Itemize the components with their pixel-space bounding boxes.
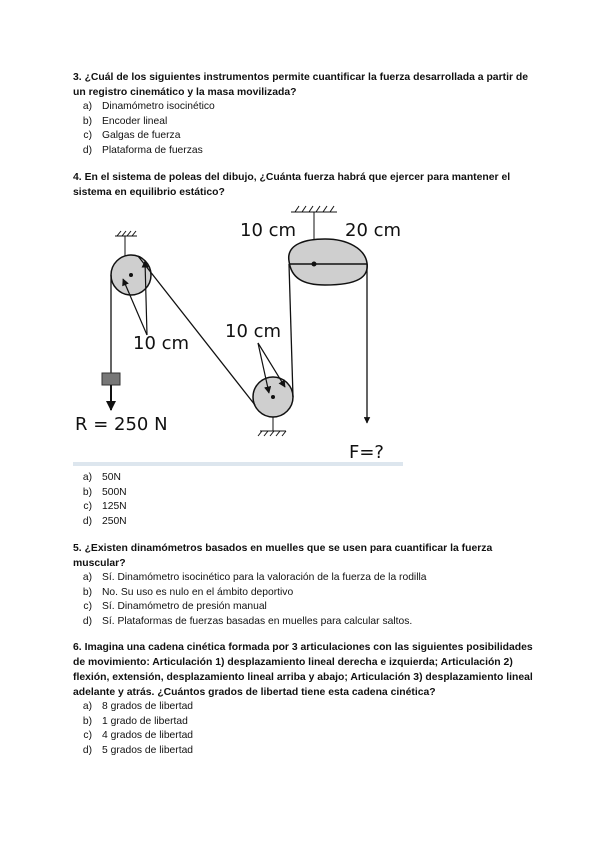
label-resistance: R = 250 N (75, 414, 168, 435)
option-b[interactable]: b) Encoder lineal (82, 115, 168, 127)
option-c[interactable]: c) Galgas de fuerza (83, 130, 181, 142)
label-mid: 10 cm (225, 321, 282, 342)
question-3 (73, 70, 533, 158)
option-c[interactable]: c) Sí. Dinamómetro de presión manual (83, 601, 267, 613)
question-number: 3. (73, 72, 82, 83)
question-5 (73, 541, 533, 629)
question-number: 6. (73, 642, 82, 653)
option-a[interactable]: a) 50N (82, 472, 121, 483)
question-3-stem (73, 70, 533, 100)
options-list (73, 100, 533, 158)
question-text: En el sistema de poleas del dibujo, ¿Cuánta fuerza habrá que ejercer para mantener el sistema en equilibrio estático? (73, 172, 511, 198)
pulley-diagram-svg (73, 203, 403, 466)
options-list (73, 700, 533, 758)
left-pulley-axle (129, 273, 133, 277)
option-d[interactable]: d) 250N (82, 515, 127, 527)
option-b[interactable]: b) 1 grado de libertad (82, 715, 188, 727)
question-text: Imagina una cadena cinética formada por 3 articulaciones con las siguientes posibilidades de movimiento: Articulación 1) desplazamiento lineal derecha e izquierda; Articulación 2) flexión, extensión, desplazamiento lineal arriba y abajo; Articulación 3) desplazamiento lineal adelante y atrás. ¿Cuántos grados de libertad tiene esta cadena cinética? (73, 642, 533, 698)
question-4-options (73, 471, 533, 529)
options-list (73, 571, 533, 629)
question-4 (73, 170, 533, 200)
question-text: ¿Cuál de los siguientes instrumentos permite cuantificar la fuerza desarrollada a partir de un registro cinemático y la masa movilizada? (73, 72, 529, 98)
label-top-right: 20 cm (345, 220, 402, 241)
weight-block (102, 373, 120, 385)
option-d[interactable]: d) Plataforma de fuerzas (82, 144, 203, 156)
options-list (73, 471, 533, 529)
option-d[interactable]: d) Sí. Plataformas de fuerzas basadas en muelles para calcular saltos. (82, 615, 413, 627)
option-c[interactable]: c) 4 grados de libertad (83, 730, 194, 742)
label-top-left: 10 cm (240, 220, 297, 241)
pulley-diagram (73, 203, 403, 466)
label-force: F=? (349, 442, 384, 463)
option-a[interactable]: a) Sí. Dinamómetro isocinético para la valoración de la fuerza de la rodilla (82, 572, 427, 583)
option-b[interactable]: b) No. Su uso es nulo en el ámbito deportivo (82, 586, 294, 598)
question-6-stem (73, 640, 533, 700)
question-5-stem (73, 541, 533, 571)
option-b[interactable]: b) 500N (82, 486, 127, 498)
question-number: 5. (73, 543, 82, 554)
question-text: ¿Existen dinamómetros basados en muelles que se usen para cuantificar la fuerza muscular? (73, 543, 493, 569)
option-a[interactable]: a) 8 grados de libertad (82, 701, 194, 712)
bottom-pulley-axle (271, 395, 275, 399)
option-a[interactable]: a) Dinamómetro isocinético (82, 101, 215, 112)
question-number: 4. (73, 172, 82, 183)
question-4-stem (73, 170, 533, 200)
question-6 (73, 640, 533, 758)
top-cam-pulley (289, 239, 368, 285)
option-c[interactable]: c) 125N (83, 501, 127, 513)
label-left: 10 cm (133, 333, 190, 354)
cam-axle (312, 262, 317, 267)
option-d[interactable]: d) 5 grados de libertad (82, 744, 194, 756)
